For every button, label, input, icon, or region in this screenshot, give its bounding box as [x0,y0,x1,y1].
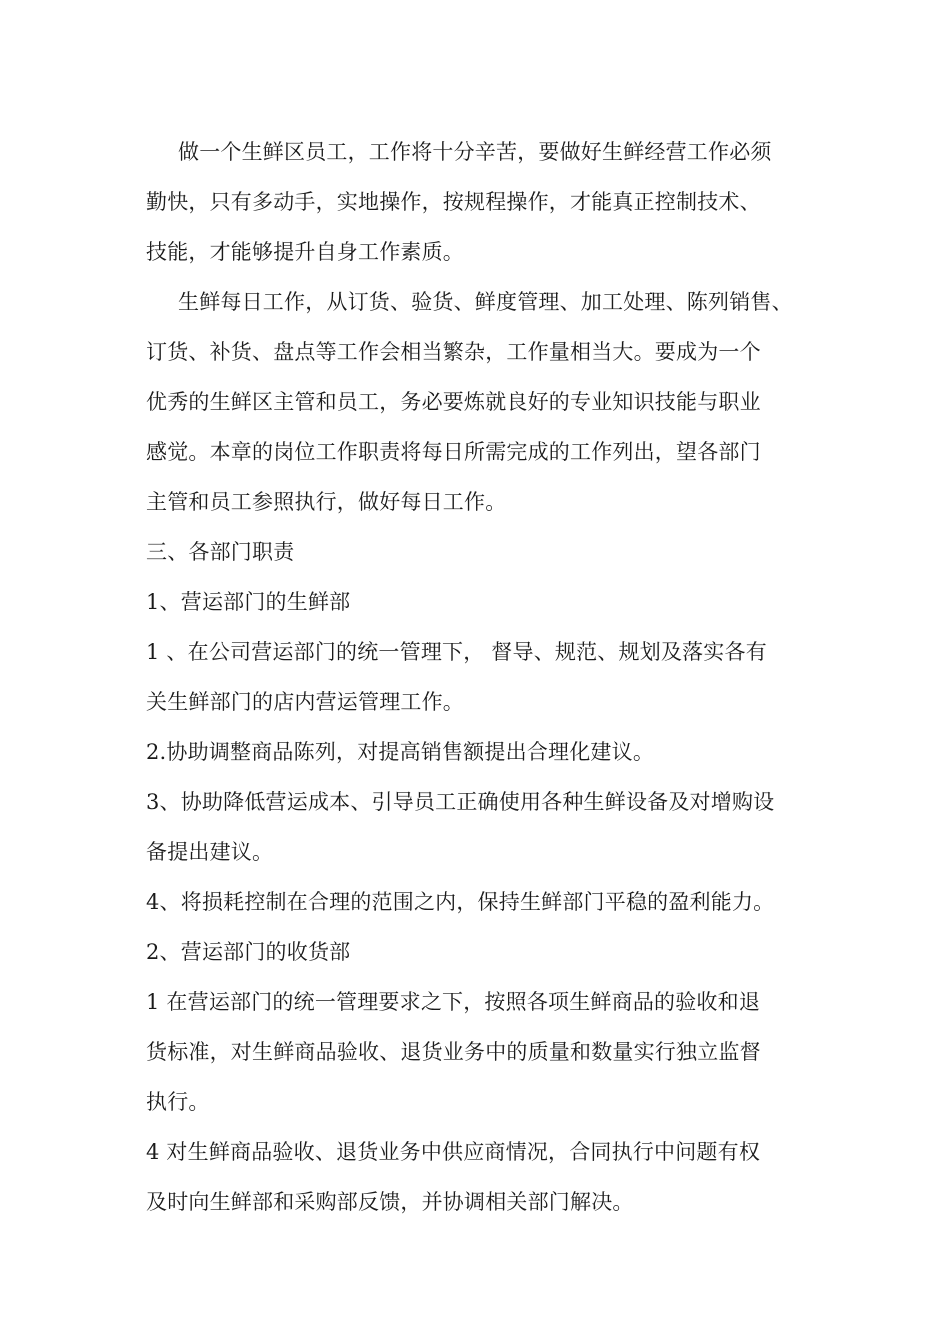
receiving-item-1-line-3: 执行。 [146,1090,210,1114]
section-heading: 三、各部门职责 [146,540,295,564]
receiving-item-1-line-1: 1 在营运部门的统一管理要求之下，按照各项生鲜商品的验收和退 [146,990,761,1014]
paragraph-1-line-3: 技能，才能够提升自身工作素质。 [146,240,464,264]
receiving-item-1-line-2: 货标准，对生鲜商品验收、退货业务中的质量和数量实行独立监督 [146,1040,761,1064]
subsection-heading-1: 1、营运部门的生鲜部 [146,590,351,614]
paragraph-2-line-4: 感觉。本章的岗位工作职责将每日所需完成的工作列出，望各部门 [146,440,761,464]
paragraph-1-line-2: 勤快，只有多动手，实地操作，按规程操作，才能真正控制技术、 [146,190,761,214]
paragraph-2-line-3: 优秀的生鲜区主管和员工，务必要炼就良好的专业知识技能与职业 [146,390,761,414]
item-3-line-1: 3、协助降低营运成本、引导员工正确使用各种生鲜设备及对增购设 [146,790,775,814]
subsection-heading-2: 2、营运部门的收货部 [146,940,351,964]
item-2-line-1: 2.协助调整商品陈列，对提高销售额提出合理化建议。 [146,740,655,764]
paragraph-2-line-5: 主管和员工参照执行，做好每日工作。 [146,490,507,514]
paragraph-2-line-2: 订货、补货、盘点等工作会相当繁杂，工作量相当大。要成为一个 [146,340,761,364]
item-3-line-2: 备提出建议。 [146,840,274,864]
paragraph-1-line-1: 做一个生鲜区员工，工作将十分辛苦，要做好生鲜经营工作必须 [178,140,772,164]
item-1-line-1: 1 、在公司营运部门的统一管理下， 督导、规范、规划及落实各有 [146,640,767,664]
item-4-line-1: 4、将损耗控制在合理的范围之内，保持生鲜部门平稳的盈利能力。 [146,890,775,914]
receiving-item-4-line-1: 4 对生鲜商品验收、退货业务中供应商情况，合同执行中问题有权 [146,1140,761,1164]
paragraph-2-line-1: 生鲜每日工作，从订货、验货、鲜度管理、加工处理、陈列销售、 [178,290,793,314]
receiving-item-4-line-2: 及时向生鲜部和采购部反馈，并协调相关部门解决。 [146,1190,634,1214]
item-1-line-2: 关生鲜部门的店内营运管理工作。 [146,690,464,714]
